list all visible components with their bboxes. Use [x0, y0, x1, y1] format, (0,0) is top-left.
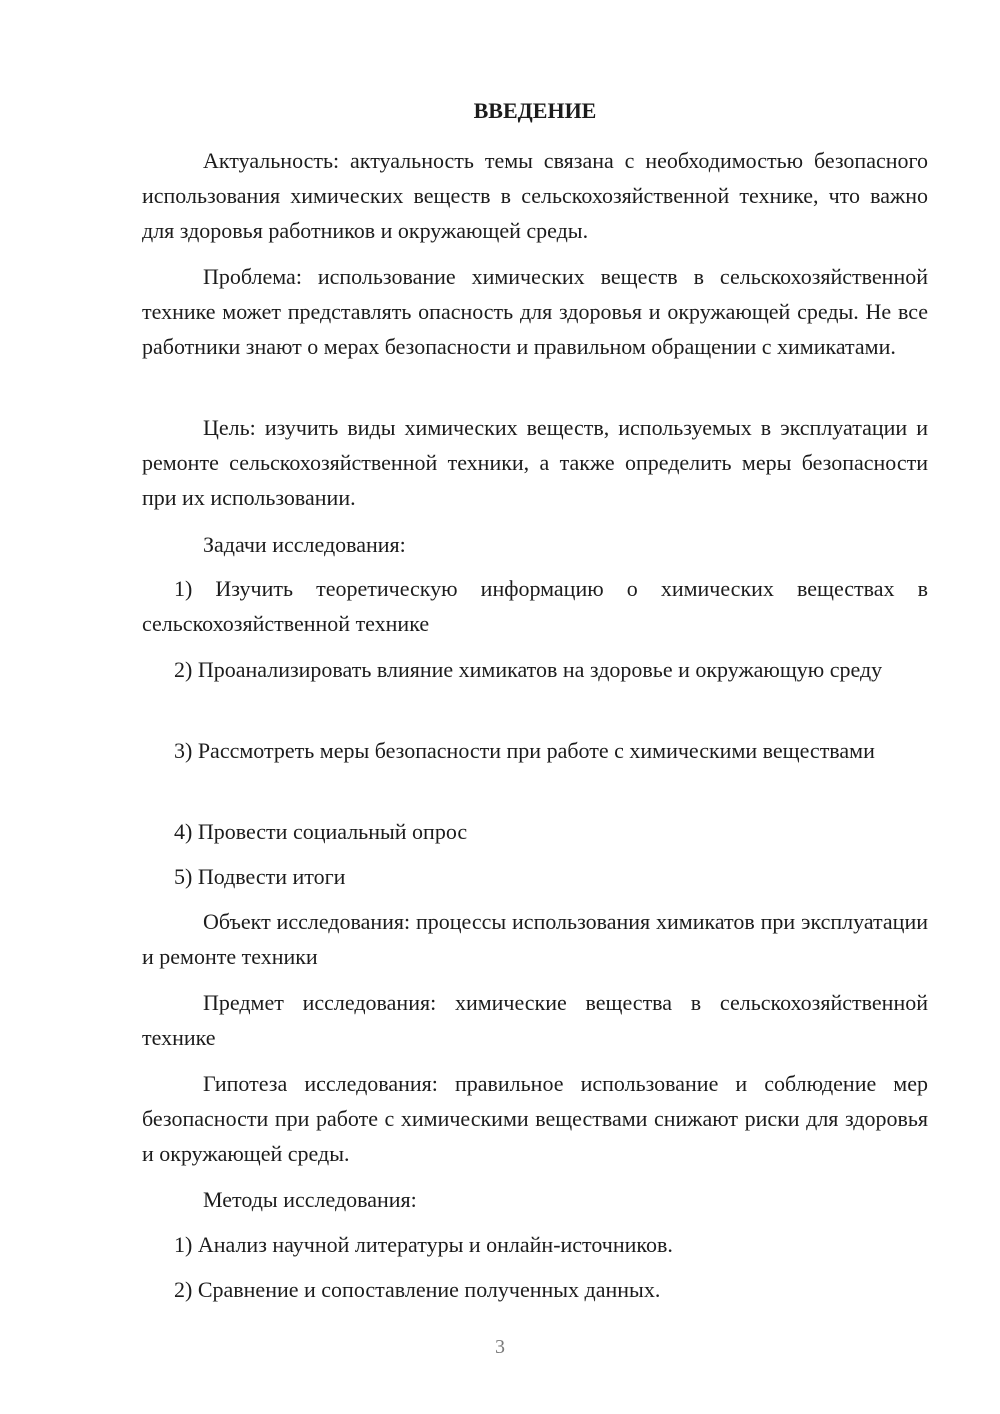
paragraph-subject: Предмет исследования: химические вещества в сельскохозяйственной технике [142, 990, 928, 1050]
paragraph-hypothesis: Гипотеза исследования: правильное использование и соблюдение мер безопасности при работе с химическими веществами снижают риски для здоровья и окружающей среды. [142, 1071, 928, 1166]
method-item-1: 1) Анализ научной литературы и онлайн-источников. [174, 1232, 673, 1257]
paragraph-problem: Проблема: использование химических веществ в сельскохозяйственной технике может представлять опасность для здоровья и окружающей среды. Не все работники знают о мерах безопасности и правильном обращении с химикатами. [142, 264, 928, 359]
task-item-4: 4) Провести социальный опрос [174, 819, 468, 844]
paragraph-object: Объект исследования: процессы использования химикатов при эксплуатации и ремонте техники [142, 909, 928, 969]
task-item-2: 2) Проанализировать влияние химикатов на здоровье и окружающую среду [174, 657, 883, 682]
section-title: ВВЕДЕНИЕ [473, 98, 597, 123]
task-item-1: 1) Изучить теоретическую информацию о химических веществах в сельскохозяйственной технике [142, 576, 928, 636]
methods-heading: Методы исследования: [203, 1187, 417, 1212]
paragraph-relevance: Актуальность: актуальность темы связана с необходимостью безопасного использования химических веществ в сельскохозяйственной технике, что важно для здоровья работников и окружающей среды. [142, 148, 928, 243]
tasks-heading: Задачи исследования: [203, 532, 406, 557]
method-item-2: 2) Сравнение и сопоставление полученных данных. [174, 1277, 661, 1302]
task-item-5: 5) Подвести итоги [174, 864, 346, 889]
paragraph-goal: Цель: изучить виды химических веществ, используемых в эксплуатации и ремонте сельскохозяйственной техники, а также определить меры безопасности при их использовании. [142, 415, 928, 510]
task-item-3: 3) Рассмотреть меры безопасности при работе с химическими веществами [174, 738, 875, 763]
page-number: 3 [495, 1336, 505, 1358]
